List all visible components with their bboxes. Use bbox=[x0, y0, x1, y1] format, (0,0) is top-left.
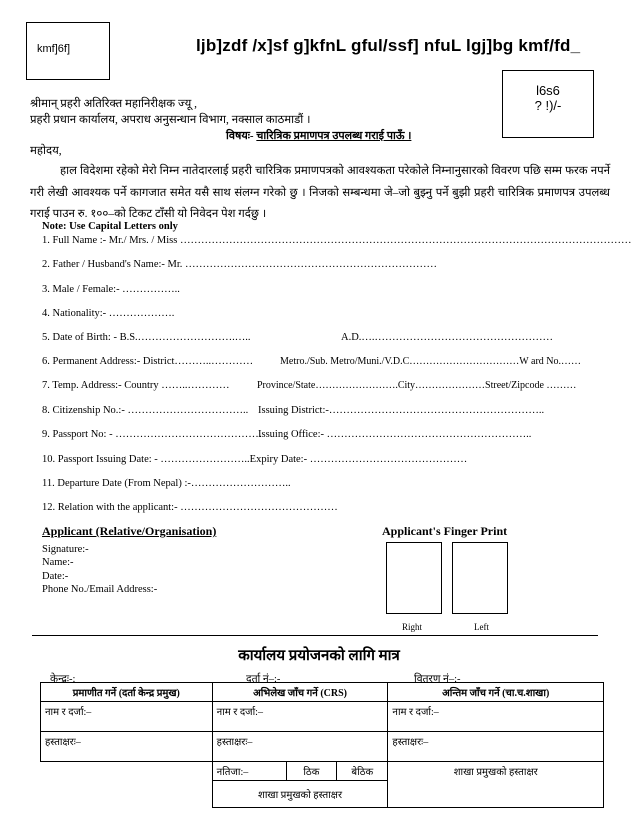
col2-signature: हस्ताक्षरः– bbox=[212, 732, 388, 762]
right-label: Right bbox=[402, 622, 423, 632]
field-nationality[interactable]: 4. Nationality:- ………………. bbox=[42, 308, 175, 319]
subject-text: चारित्रिक प्रमाणपत्र उपलब्ध गराई पाऊँ । bbox=[256, 130, 412, 142]
field-full-name[interactable]: 1. Full Name :- Mr./ Mrs. / Miss ………………………………………………………………………………………………………………… bbox=[42, 235, 632, 246]
field-temp-province-city[interactable]: Province/State…………………….City…………………Street/Zipcode ……… bbox=[257, 380, 577, 391]
field-issuing-district[interactable]: Issuing District:-…………………………………………………….. bbox=[258, 405, 545, 416]
body-text: हाल विदेशमा रहेको मेरो निम्न नातेदारलाई प्रहरी चारित्रिक प्रमाणपत्रको आवश्यकता परेकोले निम्नानुसारको विवरण पछि सम्म फरक नपर्ने गरी लेखी आवश्यक पर्ने कागजात समेत यसै साथ संलग्न गरेको छु । निजको सम्बन्धमा जे–जो बुझ्नु पर्ने बुझी प्रहरी चारित्रिक प्रमाणपत्र उपलब्ध गराई पाउन रु. १००–को टिकट टाँसी यो निवेदन पेश गर्दछु । bbox=[30, 165, 610, 220]
right-fingerprint-box bbox=[386, 542, 442, 614]
office-use-title: कार्यालय प्रयोजनको लागि मात्र bbox=[238, 648, 400, 664]
result-label: नतिजा:– bbox=[213, 762, 286, 781]
result-incorrect[interactable]: बेठिक bbox=[337, 762, 388, 781]
subject-label: विषयः- bbox=[226, 130, 254, 142]
col1-name-rank: नाम र दर्जा:– bbox=[41, 702, 213, 732]
col3-name-rank: नाम र दर्जा:– bbox=[388, 702, 604, 732]
form-title: ljb]zdf /x]sf g]kfnL gful/ssf] nfuL lgj]bg kmf/fd_ bbox=[196, 36, 581, 55]
field-gender[interactable]: 3. Male / Female:- …………….. bbox=[42, 284, 180, 295]
ticket-label: l6s6 bbox=[536, 83, 560, 98]
branch-sign-right: शाखा प्रमुखको हस्ताक्षर bbox=[388, 762, 604, 808]
office-darta: दर्ता नं–:- bbox=[246, 674, 281, 685]
field-temp-country[interactable]: 7. Temp. Address:- Country ……..………… bbox=[42, 380, 230, 391]
field-dob-bs[interactable]: 5. Date of Birth: - B.S.……………………….….. bbox=[42, 332, 251, 343]
office-kendra: केन्द्रः-: bbox=[50, 674, 76, 685]
left-label: Left bbox=[474, 622, 489, 632]
address-line-1: श्रीमान् प्रहरी अतिरिक्त महानिरीक्षक ज्यू , bbox=[30, 98, 197, 110]
field-relation[interactable]: 12. Relation with the applicant:- ……………………………………… bbox=[42, 502, 338, 513]
result-correct[interactable]: ठिक bbox=[286, 762, 337, 781]
field-permanent-district[interactable]: 6. Permanent Address:- District………..………… bbox=[42, 356, 254, 367]
office-use-table bbox=[40, 682, 604, 808]
col3-signature: हस्ताक्षरः– bbox=[388, 732, 604, 762]
col2-name-rank: नाम र दर्जा:– bbox=[212, 702, 388, 732]
photo-label: kmf]6f] bbox=[37, 43, 71, 55]
field-dob-ad[interactable]: A.D.….…………………………………………… bbox=[341, 332, 554, 343]
applicant-heading: Applicant (Relative/Organisation) bbox=[42, 524, 217, 538]
address-line-2: प्रहरी प्रधान कार्यालय, अपराध अनुसन्धान विभाग, नक्साल काठमाडौं । bbox=[30, 114, 311, 126]
field-citizenship-no[interactable]: 8. Citizenship No.:- …………………………….. bbox=[42, 405, 249, 416]
field-father-husband[interactable]: 2. Father / Husband's Name:- Mr. ……………………………………………………………… bbox=[42, 259, 438, 270]
col-verify-head: प्रमाणीत गर्ने (दर्ता केन्द्र प्रमुख) bbox=[41, 683, 213, 702]
result-cell bbox=[212, 762, 388, 808]
fingerprint-heading: Applicant's Finger Print bbox=[382, 524, 508, 538]
ticket-box bbox=[502, 70, 594, 138]
field-permanent-municipality[interactable]: Metro./Sub. Metro/Muni./V.D.C……………………………W ard No.…… bbox=[280, 356, 582, 367]
field-passport-dates[interactable]: 10. Passport Issuing Date: - ……………………..Expiry Date:- ……………………………………… bbox=[42, 454, 468, 465]
applicant-phone-email[interactable]: Phone No./Email Address:- bbox=[42, 583, 158, 595]
note: Note: Use Capital Letters only bbox=[42, 221, 178, 232]
photo-box bbox=[26, 22, 110, 80]
field-passport-no[interactable]: 9. Passport No: - …………………………………… bbox=[42, 429, 263, 440]
branch-sign-bottom: शाखा प्रमुखको हस्ताक्षर bbox=[258, 789, 343, 801]
salutation: महोदय, bbox=[30, 145, 62, 157]
divider bbox=[32, 635, 598, 636]
applicant-signature[interactable]: Signature:- bbox=[42, 544, 89, 555]
applicant-date[interactable]: Date:- bbox=[42, 570, 69, 582]
col-record-head: अभिलेख जाँच गर्ने (CRS) bbox=[212, 683, 388, 702]
office-vitaran: वितरण नं–:- bbox=[414, 674, 461, 685]
col-final-head: अन्तिम जाँच गर्ने (चा.च.शाखा) bbox=[388, 683, 604, 702]
field-issuing-office[interactable]: Issuing Office:- ………………………………………………….. bbox=[258, 429, 532, 440]
body-paragraph bbox=[30, 161, 610, 226]
field-departure-date[interactable]: 11. Departure Date (From Nepal) :-……………………….. bbox=[42, 478, 291, 489]
applicant-fields bbox=[42, 543, 157, 596]
col1-signature: हस्ताक्षरः– bbox=[41, 732, 213, 762]
subject bbox=[226, 128, 411, 143]
left-fingerprint-box bbox=[452, 542, 508, 614]
ticket-value: ? !)/- bbox=[534, 98, 562, 113]
applicant-name[interactable]: Name:- bbox=[42, 557, 74, 569]
